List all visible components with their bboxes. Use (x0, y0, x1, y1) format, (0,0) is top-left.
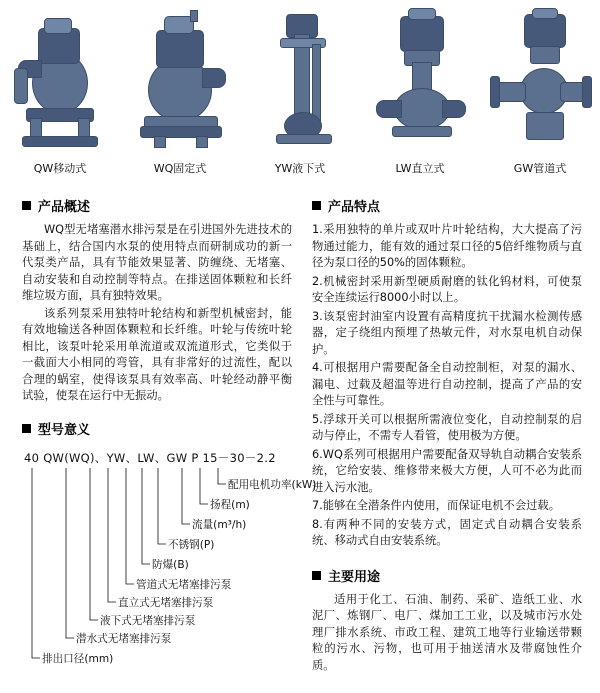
caption-qw: QW移动式 (33, 162, 87, 175)
feature-item-7: 7.能够在全潜条件内使用，而保证电机不会过载。 (312, 499, 561, 512)
feature-item-6: 6.WQ系列可根据用户需要配备双导轨自动耦合安装系统，它给安装、维修带来极大方便，人可不必为此而进入污水池。 (312, 447, 582, 494)
leader-lines-svg (22, 466, 292, 678)
section-title-usage: 主要用途 (328, 569, 381, 585)
caption-wq: WQ固定式 (153, 162, 207, 175)
feature-item-3: 3.该泵密封油室内设置有高精度抗干扰漏水检测传感器，定子绕组内预埋了热敏元件，对水泵电机自动保护。 (312, 309, 582, 356)
model-label-submersible-type: 潜水式无堵塞排污泵 (76, 632, 172, 645)
caption-lw: LW直立式 (395, 162, 445, 175)
feature-item-4: 4.可根据用户需要配备全自动控制柜，对泵的漏水、漏电、过载及超温等进行自动控制，提高了产品的安全性与可靠性。 (312, 361, 582, 407)
usage-body (312, 592, 582, 675)
section-title-features: 产品特点 (328, 200, 381, 215)
model-label-stainless: 不锈钢(P) (168, 538, 215, 551)
pump-lw-vertical (370, 8, 470, 158)
product-image-strip (0, 0, 600, 185)
model-label-power: 配用电机功率(kW) (228, 478, 317, 491)
section-header-features (312, 196, 582, 215)
model-label-flow: 流量(m³/h) (192, 518, 247, 531)
bullet-square-icon (312, 201, 321, 210)
model-label-pipeline-type: 管道式无堵塞排污泵 (136, 578, 232, 591)
section-header-model (22, 419, 292, 438)
pump-illustrations (0, 8, 600, 158)
bullet-square-icon (22, 424, 31, 433)
model-label-explosionproof: 防爆(B) (152, 558, 189, 571)
usage-paragraph-1: 适用于化工、石油、制药、采矿、造纸工业、水泥厂、炼钢厂、电厂、煤加工工业，以及城市污水处理厂排水系统、市政工程、建筑工地等行业输送带颗粒的污水、污物，也可用于抽送清水及带腐蚀性介质。 (312, 592, 582, 672)
overview-paragraph-1: WQ型无堵塞潜水排污泵是在引进国外先进技术的基础上，结合国内水泵的使用特点而研制成功的新一代泵类产品，具有节能效果显著、防缠绕、无堵塞、自动安装和自动控制等特点。在排送固体颗粒和长纤维垃圾方面，具有独特效果。 (22, 223, 292, 302)
section-title-model: 型号意义 (38, 422, 91, 438)
feature-item-5: 5.浮球开关可以根据所需液位变化，自动控制泵的启动与停止，不需专人看管，使用极为方便。 (312, 412, 582, 442)
section-header-usage (312, 566, 582, 585)
pump-qw-movable (10, 8, 110, 158)
overview-body (22, 222, 292, 405)
feature-item-8: 8.有两种不同的安装方式，固定式自动耦合安装系统、移动式自由安装系统。 (312, 517, 582, 547)
section-header-overview (22, 196, 292, 215)
feature-item-2: 2.机械密封采用新型硬质耐磨的钛化钨材料，可使泵安全连续运行8000小时以上。 (312, 274, 582, 304)
pump-gw-pipeline (490, 8, 590, 158)
overview-paragraph-2: 该系列泵采用独特叶轮结构和新型机械密封，能有效地输送各种固体颗粒和长纤维。叶轮与传统叶轮相比，该泵叶轮采用单流道或双流道形式，它类似于一截面大小相同的弯管，具有非常好的过流性，配以合理的蜗室，使得该泵具有效率高、叶轮经动静平衡试验，使泵在运行中无振动。 (22, 306, 292, 402)
model-code-string: 40 QW(WQ)、YW、LW、GW P 15－30－2.2 (24, 450, 276, 465)
bullet-square-icon (312, 571, 321, 580)
model-label-underliquid-type: 液下式无堵塞排污泵 (100, 614, 196, 627)
model-code-diagram (22, 450, 317, 680)
bullet-square-icon (22, 201, 31, 210)
right-column (312, 196, 582, 674)
left-column (22, 196, 317, 680)
model-label-head: 扬程(m) (210, 498, 250, 511)
section-title-overview: 产品概述 (38, 200, 91, 215)
model-label-vertical-type: 直立式无堵塞排污泵 (118, 596, 214, 609)
pump-wq-fixed (130, 8, 230, 158)
model-label-outlet-diameter: 排出口径(mm) (42, 652, 114, 665)
caption-gw: GW管道式 (513, 162, 567, 175)
pump-captions (0, 160, 600, 176)
model-leader-lines (22, 466, 317, 678)
feature-item-1: 1.采用独特的单片或双叶片叶轮结构，大大提高了污物通过能力，能有效的通过泵口径的5倍纤维物质与直径为泵口径的50%的固体颗粒。 (312, 223, 582, 269)
caption-yw: YW液下式 (274, 162, 326, 175)
pump-yw-underliquid (250, 8, 350, 158)
features-body (312, 222, 582, 550)
